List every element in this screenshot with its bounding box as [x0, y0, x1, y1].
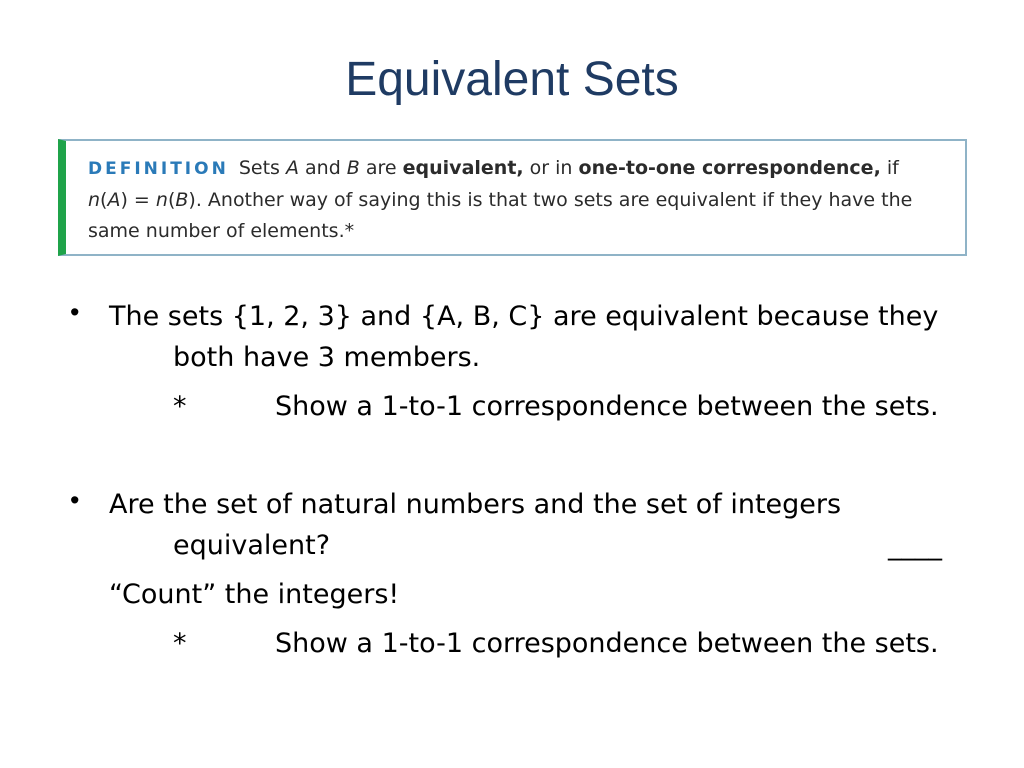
- definition-text: [88, 153, 958, 247]
- set-b: B: [346, 157, 360, 179]
- definition-line-2: [88, 185, 958, 216]
- answer-blank: ____: [888, 530, 942, 561]
- bullet-2-line-1: Are the set of natural numbers and the set of integers: [109, 489, 842, 520]
- definition-box: [58, 139, 967, 256]
- definition-line-3: same number of elements.*: [88, 220, 355, 242]
- bullet-2-star: *: [173, 628, 187, 659]
- definition-text-part: are: [359, 157, 403, 179]
- bullet-2-extra: “Count” the integers!: [109, 579, 400, 610]
- n-of: n: [155, 189, 168, 211]
- bullet-marker: •: [70, 485, 80, 515]
- definition-line-1: [88, 153, 958, 185]
- set-b: B: [175, 189, 189, 211]
- definition-text-part: ) =: [120, 189, 156, 211]
- bullet-1-note: Show a 1-to-1 correspondence between the sets.: [275, 391, 939, 422]
- term-correspondence: one-to-one correspondence,: [578, 157, 881, 179]
- bullet-1-line-2: both have 3 members.: [173, 342, 481, 373]
- set-a: A: [107, 189, 121, 211]
- definition-text-part: if: [880, 157, 899, 179]
- set-a: A: [285, 157, 299, 179]
- definition-label: DEFINITION: [88, 159, 229, 179]
- n-of: n: [88, 189, 101, 211]
- definition-text-part: (: [100, 189, 108, 211]
- definition-text-part: and: [298, 157, 347, 179]
- bullet-1-line-1: The sets {1, 2, 3} and {A, B, C} are equivalent because they: [109, 301, 939, 332]
- bullet-marker: •: [70, 297, 80, 327]
- definition-text-part: ). Another way of saying this is that two sets are equivalent if they have the: [188, 189, 913, 211]
- term-equivalent: equivalent,: [402, 157, 524, 179]
- definition-text-part: Sets: [238, 157, 286, 179]
- definition-text-part: (: [167, 189, 176, 211]
- slide-title: Equivalent Sets: [345, 53, 679, 106]
- bullet-2-line-2: equivalent?: [173, 530, 331, 561]
- bullet-1-star: *: [173, 391, 187, 422]
- bullet-2-note: Show a 1-to-1 correspondence between the sets.: [275, 628, 939, 659]
- definition-text-part: or in: [523, 157, 579, 179]
